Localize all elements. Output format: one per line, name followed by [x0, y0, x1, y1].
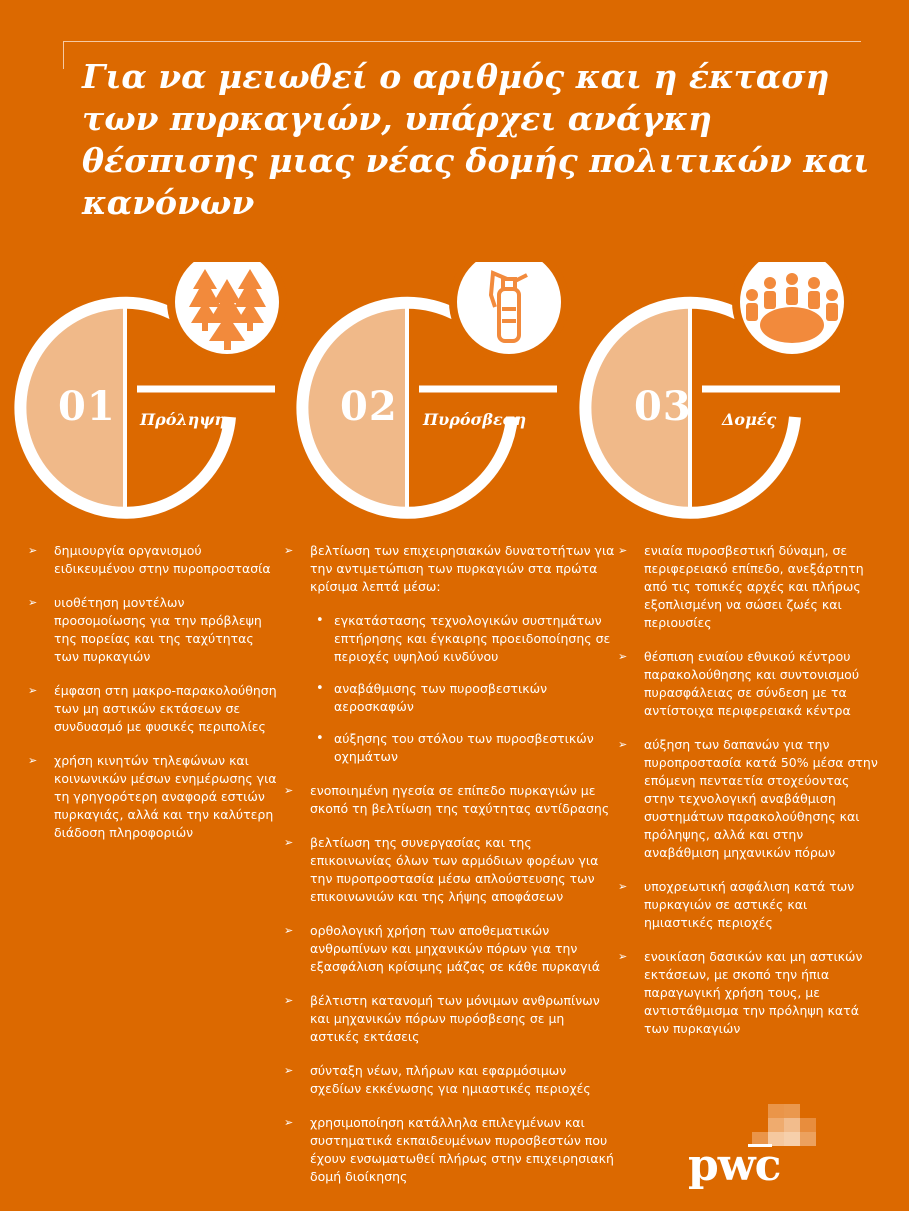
- list-item: ➢ υποχρεωτική ασφάλιση κατά των πυρκαγιών σε αστικές και ημιαστικές περιοχές: [612, 878, 880, 932]
- page-title: Για να μειωθεί ο αριθμός και η έκταση των πυρκαγιών, υπάρχει ανάγκη θέσπισης μιας νέας δομής πολιτικών και κανόνων: [82, 57, 870, 222]
- title-rule-vertical: [63, 41, 64, 69]
- list-item: ➢ αύξηση των δαπανών για την πυροπροστασία κατά 50% μέσα στην επόμενη πενταετία στοχεύοντας στην τεχνολογική αναβάθμιση συστημάτων παρακολούθησης και πρόληψης, αλλά και στην αναβάθμιση μηχανικών πόρων: [612, 736, 880, 862]
- section-number-3: 03: [634, 383, 692, 430]
- section-label-3: Δομές: [722, 410, 777, 429]
- section-number-1: 01: [58, 383, 116, 430]
- title-rule: [63, 41, 861, 42]
- list-item-text: βελτίωση των επιχειρησιακών δυνατοτήτων για την αντιμετώπιση των πυρκαγιών στα πρώτα κρίσιμα λεπτά μέσω:: [310, 543, 615, 594]
- column-prevention: [22, 542, 277, 858]
- column-firefighting: [278, 542, 615, 1202]
- list-item: ➢ ενιαία πυροσβεστική δύναμη, σε περιφερειακό επίπεδο, ανεξάρτητη από τις τοπικές αρχές και πλήρως εξοπλισμένη να σώσει ζωές και περιουσίες: [612, 542, 880, 632]
- sub-list-item: • αναβάθμισης των πυροσβεστικών αεροσκαφών: [314, 680, 615, 716]
- column-structures: [612, 542, 880, 1054]
- list-item: ➢ ενοικίαση δασικών και μη αστικών εκτάσεων, με σκοπό την ήπια παραγωγική χρήση τους, με αντιστάθμισμα την πρόληψη κατά των πυρκαγιών: [612, 948, 880, 1038]
- sub-list-item: • εγκατάστασης τεχνολογικών συστημάτων επτήρησης και έγκαιρης προειδοποίησης σε περιοχές υψηλού κινδύνου: [314, 612, 615, 666]
- sub-list-item: • αύξησης του στόλου των πυροσβεστικών οχημάτων: [314, 730, 615, 766]
- section-number-2: 02: [340, 383, 398, 430]
- list-item: ➢ βέλτιστη κατανομή των μόνιμων ανθρωπίνων και μηχανικών πόρων πυρόσβεσης σε μη αστικές εκτάσεις: [278, 992, 615, 1046]
- list-item: ➢ χρησιμοποίηση κατάλληλα επιλεγμένων και συστηματικά εκπαιδευμένων πυροσβεστών που έχουν ενσωματωθεί πλήρως στην επιχειρησιακή δομή διοίκησης: [278, 1114, 615, 1186]
- section-emblems: [0, 262, 909, 522]
- list-item: ➢ δημιουργία οργανισμού ειδικευμένου στην πυροπροστασία: [22, 542, 277, 578]
- list-item: ➢ σύνταξη νέων, πλήρων και εφαρμόσιμων σχεδίων εκκένωσης για ημιαστικές περιοχές: [278, 1062, 615, 1098]
- list-item: ➢ θέσπιση ενιαίου εθνικού κέντρου παρακολούθησης και συντονισμού πυρασφάλειας σε σύνδεση με τα αντίστοιχα περιφερειακά κέντρα: [612, 648, 880, 720]
- logo-wordmark: pwc: [688, 1140, 781, 1191]
- list-item: ➢ χρήση κινητών τηλεφώνων και κοινωνικών μέσων ενημέρωσης για τη γρηγορότερη αναφορά εστιών πυρκαγιάς, αλλά και την καλύτερη διάδοση πληροφοριών: [22, 752, 277, 842]
- section-label-2: Πυρόσβεση: [423, 410, 527, 429]
- list-item: ➢ βελτίωση της συνεργασίας και της επικοινωνίας όλων των αρμόδιων φορέων για την πυροπροστασία μέσω απλούστευσης των επικοινωνιών και της λήψης αποφάσεων: [278, 834, 615, 906]
- list-item: ➢ ενοποιημένη ηγεσία σε επίπεδο πυρκαγιών με σκοπό τη βελτίωση της ταχύτητας αντίδρασης: [278, 782, 615, 818]
- sub-list: [310, 612, 615, 766]
- pwc-logo: [688, 1100, 828, 1200]
- list-item: ➢ υιοθέτηση μοντέλων προσομοίωσης για την πρόβλεψη της πορείας και της ταχύτητας των πυρκαγιών: [22, 594, 277, 666]
- section-label-1: Πρόληψη: [140, 410, 226, 429]
- list-item: ➢ έμφαση στη μακρο-παρακολούθηση των μη αστικών εκτάσεων σε συνδυασμό με φυσικές περιπολίες: [22, 682, 277, 736]
- list-item: [278, 542, 615, 766]
- list-item: ➢ ορθολογική χρήση των αποθεματικών ανθρωπίνων και μηχανικών πόρων για την εξασφάλιση κρίσιμης μάζας σε κάθε πυρκαγιά: [278, 922, 615, 976]
- emblem-structures: [585, 262, 852, 513]
